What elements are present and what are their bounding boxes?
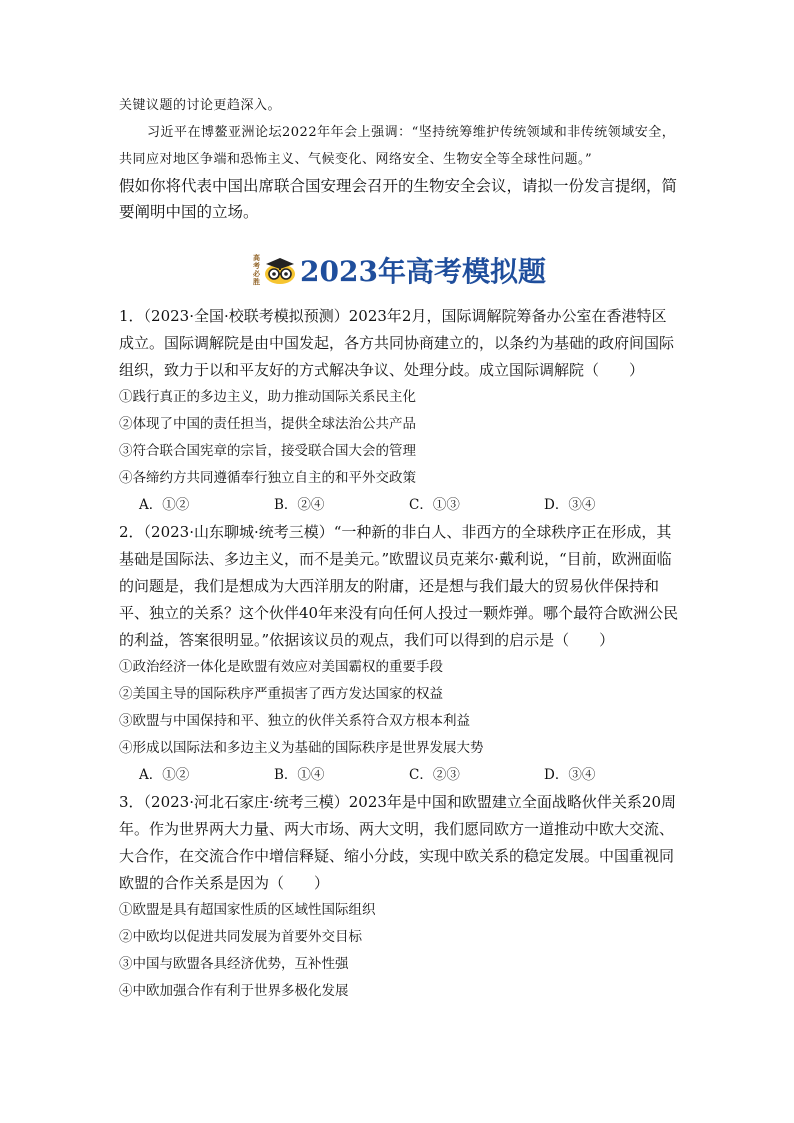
intro-quote: 习近平在博鳌亚洲论坛2022年年会上强调：“坚持统筹维护传统领域和非传统领域安全，共同应对地区争端和恐怖主义、气候变化、网络安全、生物安全等全球性问题。” <box>119 125 676 167</box>
question-option: ②体现了中国的责任担当，提供全球法治公共产品 <box>119 416 416 432</box>
section-header <box>119 247 679 293</box>
choice-d: D．③④ <box>544 767 596 783</box>
question-2 <box>119 519 679 789</box>
choice-a: A．①② <box>139 497 190 513</box>
question-3 <box>119 789 679 1005</box>
logo-vertical-text: 高考必胜 <box>253 253 261 286</box>
question-option: ②美国主导的国际秩序严重损害了西方发达国家的权益 <box>119 686 443 702</box>
choice-a: A．①② <box>139 767 190 783</box>
question-option: ①欧盟是具有超国家性质的区域性国际组织 <box>119 902 376 918</box>
question-option: ③符合联合国宪章的宗旨，接受联合国大会的管理 <box>119 443 416 459</box>
intro-task: 假如你将代表中国出席联合国安理会召开的生物安全会议，请拟一份发言提纲，简要阐明中国的立场。 <box>119 177 678 221</box>
question-option: ①政治经济一体化是欧盟有效应对美国霸权的重要手段 <box>119 659 443 675</box>
question-option: ③中国与欧盟各具经济优势，互补性强 <box>119 956 349 972</box>
answer-choices <box>119 762 679 789</box>
question-option: ④形成以国际法和多边主义为基础的国际秩序是世界发展大势 <box>119 740 484 756</box>
intro-line: 关键议题的讨论更趋深入。 <box>119 98 282 113</box>
choice-b: B．①④ <box>274 767 325 783</box>
exam-logo <box>252 254 298 286</box>
choice-c: C．①③ <box>409 497 460 513</box>
question-1 <box>119 303 679 519</box>
question-option: ④中欧加强合作有利于世界多极化发展 <box>119 983 349 999</box>
question-option: ④各缔约方共同遵循奉行独立自主的和平外交政策 <box>119 470 416 486</box>
section-title: 2023年高考模拟题 <box>300 255 546 288</box>
question-option: ③欧盟与中国保持和平、独立的伙伴关系符合双方根本利益 <box>119 713 470 729</box>
choice-b: B．②④ <box>274 497 325 513</box>
choice-d: D．③④ <box>544 497 596 513</box>
question-stem: 2．（2023·山东聊城·统考三模）“一种新的非白人、非西方的全球秩序正在形成，其基础是国际法、多边主义，而不是美元。”欧盟议员克莱尔·戴利说，“目前，欧洲面临的问题是，我们是想成为大西洋朋友的附庸，还是想与我们最大的贸易伙伴保持和平、独立的关系？这个伙伴40年来没有向任何人投过一颗炸弹。哪个最符合欧洲公民的利益，答案很明显。”依据该议员的观点，我们可以得到的启示是（ ） <box>119 523 679 649</box>
owl-mascot-icon <box>262 255 298 285</box>
question-stem: 3．（2023·河北石家庄·统考三模）2023年是中国和欧盟建立全面战略伙伴关系20周年。作为世界两大力量、两大市场、两大文明，我们愿同欧方一道推动中欧大交流、大合作，在交流合作中增信释疑、缩小分歧，实现中欧关系的稳定发展。中国重视同欧盟的合作关系是因为（ ） <box>119 793 677 892</box>
question-stem: 1．（2023·全国·校联考模拟预测）2023年2月，国际调解院筹备办公室在香港特区成立。国际调解院是由中国发起，各方共同协商建立的，以条约为基础的政府间国际组织，致力于以和平友好的方式解决争议、处理分歧。成立国际调解院（ ） <box>119 307 675 379</box>
question-option: ①践行真正的多边主义，助力推动国际关系民主化 <box>119 389 416 405</box>
document-content <box>119 92 679 1005</box>
choice-c: C．②③ <box>409 767 460 783</box>
answer-choices <box>119 492 679 519</box>
question-option: ②中欧均以促进共同发展为首要外交目标 <box>119 929 362 945</box>
